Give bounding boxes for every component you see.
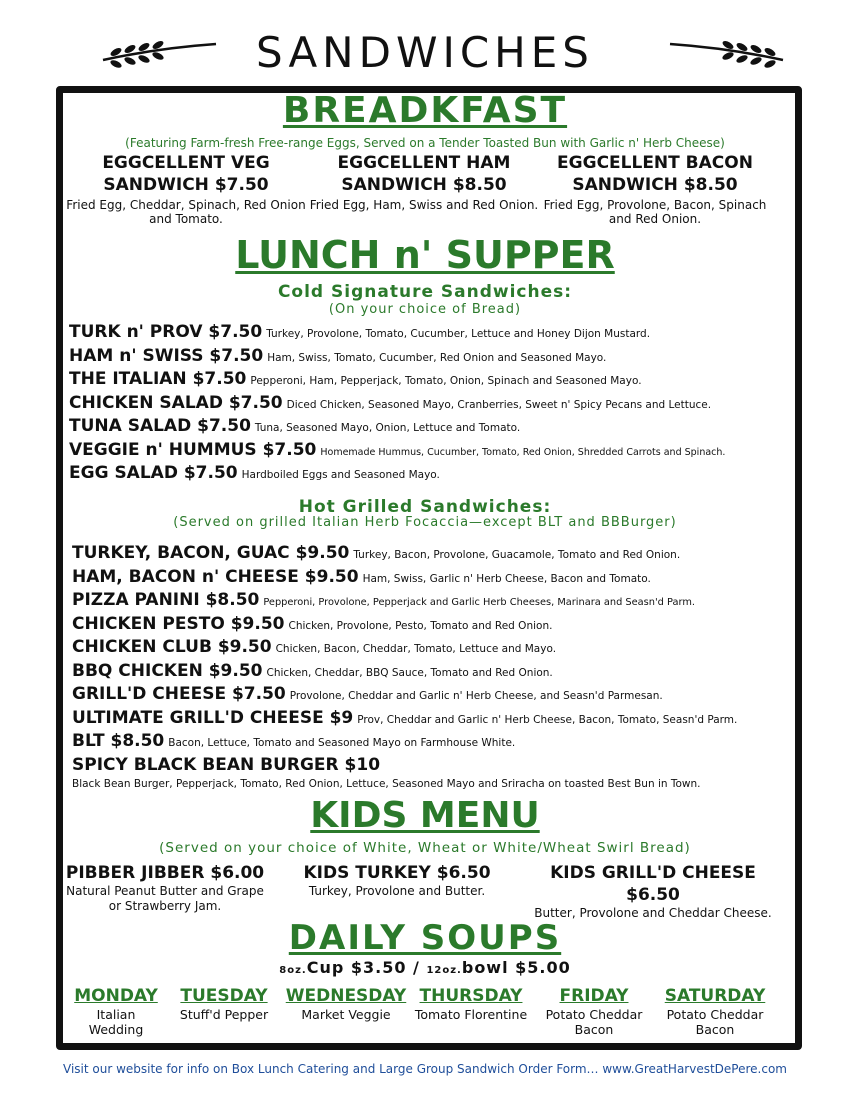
page-title: SANDWICHES: [256, 28, 594, 77]
kids-item-desc: Butter, Provolone and Cheddar Cheese.: [534, 906, 772, 920]
list-item: [72, 565, 737, 589]
day-soup: Italian Wedding: [88, 1007, 144, 1037]
cold-sandwich-list: [69, 320, 725, 485]
item-desc: Diced Chicken, Seasoned Mayo, Cranberries, Sweet n' Spicy Pecans and Lettuce.: [286, 398, 712, 411]
item-desc: Homemade Hummus, Cucumber, Tomato, Red Onion, Shredded Carrots and Spinach.: [320, 446, 726, 458]
list-item: [72, 659, 737, 683]
item-desc: Black Bean Burger, Pepperjack, Tomato, Red Onion, Lettuce, Seasoned Mayo and Sriracha on toasted Best Bun in Town.: [72, 778, 701, 790]
day-name: WEDNESDAY: [285, 986, 407, 1006]
lunch-heading: LUNCH n' SUPPER: [235, 233, 615, 277]
soup-day: [532, 985, 656, 1037]
day-soup: Potato Cheddar Bacon: [666, 1007, 764, 1037]
item-name: HAM n' SWISS $7.50: [69, 345, 264, 366]
cup-size: 8oz.: [279, 965, 307, 976]
item-desc: Hardboiled Eggs and Seasoned Mayo.: [241, 469, 440, 481]
list-item: [69, 367, 725, 391]
cold-heading: Cold Signature Sandwiches:: [277, 282, 573, 302]
kids-item-name: KIDS TURKEY $6.50: [303, 863, 491, 883]
list-item: [72, 729, 737, 753]
soup-day: [285, 985, 407, 1022]
breakfast-item-desc: Fried Egg, Ham, Swiss and Red Onion.: [309, 198, 539, 212]
item-name: PIZZA PANINI $8.50: [72, 590, 260, 610]
item-name: THE ITALIAN $7.50: [69, 369, 247, 389]
breakfast-item-name: EGGCELLENT BACON SANDWICH $8.50: [557, 153, 753, 195]
kids-item-name: PIBBER JIBBER $6.00: [65, 863, 265, 883]
item-name: ULTIMATE GRILL'D CHEESE $9: [72, 707, 354, 728]
soup-day: [176, 985, 272, 1022]
item-desc: Chicken, Cheddar, BBQ Sauce, Tomato and Red Onion.: [266, 666, 553, 679]
list-item: [69, 391, 725, 415]
soup-day: [412, 985, 530, 1022]
bowl-price: bowl $5.00: [461, 958, 571, 977]
cup-price: Cup $3.50 /: [306, 958, 427, 977]
breakfast-item: [304, 152, 544, 212]
list-item: [72, 588, 737, 612]
item-desc: Provolone, Cheddar and Garlic n' Herb Cheese, and Seasn'd Parmesan.: [289, 690, 663, 702]
item-name: VEGGIE n' HUMMUS $7.50: [69, 439, 317, 460]
list-item: [72, 682, 737, 706]
list-item: [72, 753, 737, 792]
breakfast-item-name: EGGCELLENT HAM SANDWICH $8.50: [337, 153, 511, 195]
list-item: [69, 461, 725, 485]
item-desc: Turkey, Bacon, Provolone, Guacamole, Tomato and Red Onion.: [353, 549, 681, 561]
kids-item: [522, 862, 784, 921]
item-name: GRILL'D CHEESE $7.50: [72, 684, 286, 704]
item-name: EGG SALAD $7.50: [69, 463, 238, 483]
item-name: TUNA SALAD $7.50: [69, 416, 251, 436]
footer-website-note[interactable]: Visit our website for info on Box Lunch Catering and Large Group Sandwich Order Form… www.GreatHarvestDePere.com: [63, 1062, 787, 1076]
soup-day: [652, 985, 778, 1037]
soup-day: [68, 985, 164, 1037]
breakfast-item-desc: Fried Egg, Provolone, Bacon, Spinach and Red Onion.: [543, 198, 767, 226]
item-name: TURK n' PROV $7.50: [69, 322, 263, 342]
kids-item-desc: Natural Peanut Butter and Grape or Strawberry Jam.: [66, 884, 264, 913]
list-item: [72, 541, 737, 565]
day-name: SATURDAY: [664, 986, 766, 1006]
item-desc: Ham, Swiss, Garlic n' Herb Cheese, Bacon and Tomato.: [362, 572, 651, 585]
kids-note: (Served on your choice of White, Wheat or White/Wheat Swirl Bread): [159, 840, 691, 856]
kids-item-desc: Turkey, Provolone and Butter.: [308, 884, 486, 898]
hot-heading: Hot Grilled Sandwiches:: [298, 497, 552, 517]
item-desc: Tuna, Seasoned Mayo, Onion, Lettuce and Tomato.: [254, 422, 521, 434]
item-name: HAM, BACON n' CHEESE $9.50: [72, 566, 359, 587]
item-name: BBQ CHICKEN $9.50: [72, 660, 263, 681]
breakfast-item-name: EGGCELLENT VEG SANDWICH $7.50: [102, 153, 270, 195]
item-name: CHICKEN SALAD $7.50: [69, 392, 283, 413]
item-name: CHICKEN PESTO $9.50: [72, 613, 285, 634]
breakfast-note: (Featuring Farm-fresh Free-range Eggs, Served on a Tender Toasted Bun with Garlic n' Herb Cheese): [125, 136, 725, 150]
list-item: [72, 635, 737, 659]
kids-item: [62, 862, 268, 914]
item-name: SPICY BLACK BEAN BURGER $10: [72, 754, 381, 775]
bowl-size: 12oz.: [426, 965, 462, 976]
kids-item: [292, 862, 502, 899]
list-item: [72, 612, 737, 636]
cold-note: (On your choice of Bread): [328, 302, 522, 317]
item-desc: Chicken, Bacon, Cheddar, Tomato, Lettuce and Mayo.: [275, 643, 557, 655]
day-name: TUESDAY: [180, 986, 268, 1006]
item-desc: Bacon, Lettuce, Tomato and Seasoned Mayo on Farmhouse White.: [168, 737, 516, 749]
list-item: [69, 414, 725, 438]
day-name: THURSDAY: [419, 986, 523, 1006]
list-item: [69, 344, 725, 368]
day-name: FRIDAY: [559, 986, 629, 1006]
breakfast-heading: BREADKFAST: [282, 90, 568, 131]
breakfast-item: [66, 152, 306, 226]
item-name: CHICKEN CLUB $9.50: [72, 637, 272, 657]
day-soup: Potato Cheddar Bacon: [545, 1007, 643, 1037]
day-soup: Tomato Florentine: [414, 1007, 528, 1022]
item-name: TURKEY, BACON, GUAC $9.50: [72, 543, 350, 563]
item-desc: Ham, Swiss, Tomato, Cucumber, Red Onion and Seasoned Mayo.: [267, 351, 607, 364]
day-name: MONDAY: [74, 986, 158, 1006]
kids-heading: KIDS MENU: [310, 795, 540, 836]
soups-heading: DAILY SOUPS: [288, 918, 562, 958]
item-name: BLT $8.50: [72, 731, 165, 751]
soup-prices: [0, 958, 850, 977]
item-desc: Pepperoni, Provolone, Pepperjack and Garlic Herb Cheeses, Marinara and Seasn'd Parm.: [263, 597, 696, 608]
list-item: [69, 320, 725, 344]
wheat-right-icon: [668, 38, 788, 68]
list-item: [69, 438, 725, 462]
day-soup: Market Veggie: [301, 1007, 391, 1022]
item-desc: Pepperoni, Ham, Pepperjack, Tomato, Onion, Spinach and Seasoned Mayo.: [250, 375, 642, 387]
list-item: [72, 706, 737, 730]
day-soup: Stuff'd Pepper: [179, 1007, 269, 1022]
breakfast-item: [535, 152, 775, 226]
hot-sandwich-list: [72, 541, 737, 791]
hot-note: (Served on grilled Italian Herb Focaccia—except BLT and BBBurger): [173, 515, 677, 530]
kids-item-name: KIDS GRILL'D CHEESE $6.50: [550, 863, 756, 905]
item-desc: Prov, Cheddar and Garlic n' Herb Cheese, Bacon, Tomato, Seasn'd Parm.: [357, 713, 738, 726]
item-desc: Chicken, Provolone, Pesto, Tomato and Red Onion.: [288, 619, 553, 632]
item-desc: Turkey, Provolone, Tomato, Cucumber, Lettuce and Honey Dijon Mustard.: [266, 328, 651, 340]
breakfast-item-desc: Fried Egg, Cheddar, Spinach, Red Onion and Tomato.: [66, 198, 306, 226]
